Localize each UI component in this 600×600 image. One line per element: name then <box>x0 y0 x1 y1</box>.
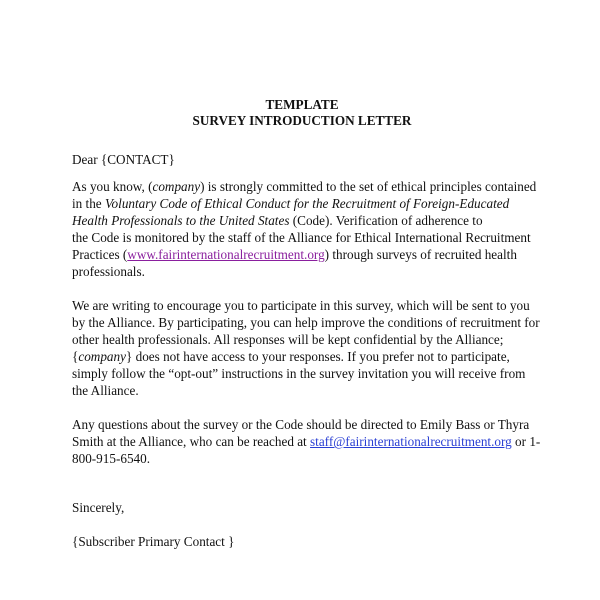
email-link[interactable]: staff@fairinternationalrecruitment.org <box>310 434 512 449</box>
paragraph-commitment <box>72 178 542 280</box>
brace: { <box>72 349 79 364</box>
text: the Code is monitored by the staff of the Alliance for Ethical International Recruitment Practices ( <box>72 230 531 262</box>
company-placeholder: company <box>78 349 126 364</box>
paragraph-line-group <box>72 178 542 229</box>
company-placeholder: company <box>152 179 201 194</box>
text: ) through surveys of recruited health professionals. <box>72 247 517 279</box>
website-link[interactable]: www.fairinternationalrecruitment.org <box>127 247 325 262</box>
text: As you know, ( <box>72 179 153 194</box>
letter-document <box>72 97 542 550</box>
salutation: Dear {CONTACT} <box>72 152 175 167</box>
text: (Code). Verification of adherence to <box>289 213 483 228</box>
signature-placeholder: {Subscriber Primary Contact } <box>72 534 235 549</box>
letter-heading <box>62 97 542 128</box>
text: does not have access to your responses. If you prefer not to participate, simply follow the “opt-out” instructions in the survey invitation you will receive from the Alliance. <box>72 349 526 398</box>
brace: } <box>125 349 133 364</box>
paragraph-questions <box>72 416 542 467</box>
text: or 1-800-915-6540. <box>72 434 541 466</box>
paragraph-text <box>72 297 542 399</box>
text: ) is strongly committed to the set of ethical principles contained in the <box>72 179 537 211</box>
paragraph-line-group <box>72 229 542 280</box>
code-title: Voluntary Code of Ethical Conduct for the Recruitment of Foreign-Educated Health Professionals to the United States <box>72 196 510 228</box>
heading-title: SURVEY INTRODUCTION LETTER <box>192 112 412 128</box>
text: We are writing to encourage you to participate in this survey, which will be sent to you by the Alliance. By participating, you can help improve the conditions of recruitment for other health professionals. All responses will be kept confidential by the Alliance; <box>72 298 540 347</box>
paragraph-text <box>72 416 542 467</box>
heading-template: TEMPLATE <box>265 97 339 112</box>
text: Any questions about the survey or the Code should be directed to Emily Bass or Thyra Smith at the Alliance, who can be reached at <box>72 417 530 449</box>
paragraph-encouragement <box>72 297 542 399</box>
closing: Sincerely, <box>72 500 125 515</box>
